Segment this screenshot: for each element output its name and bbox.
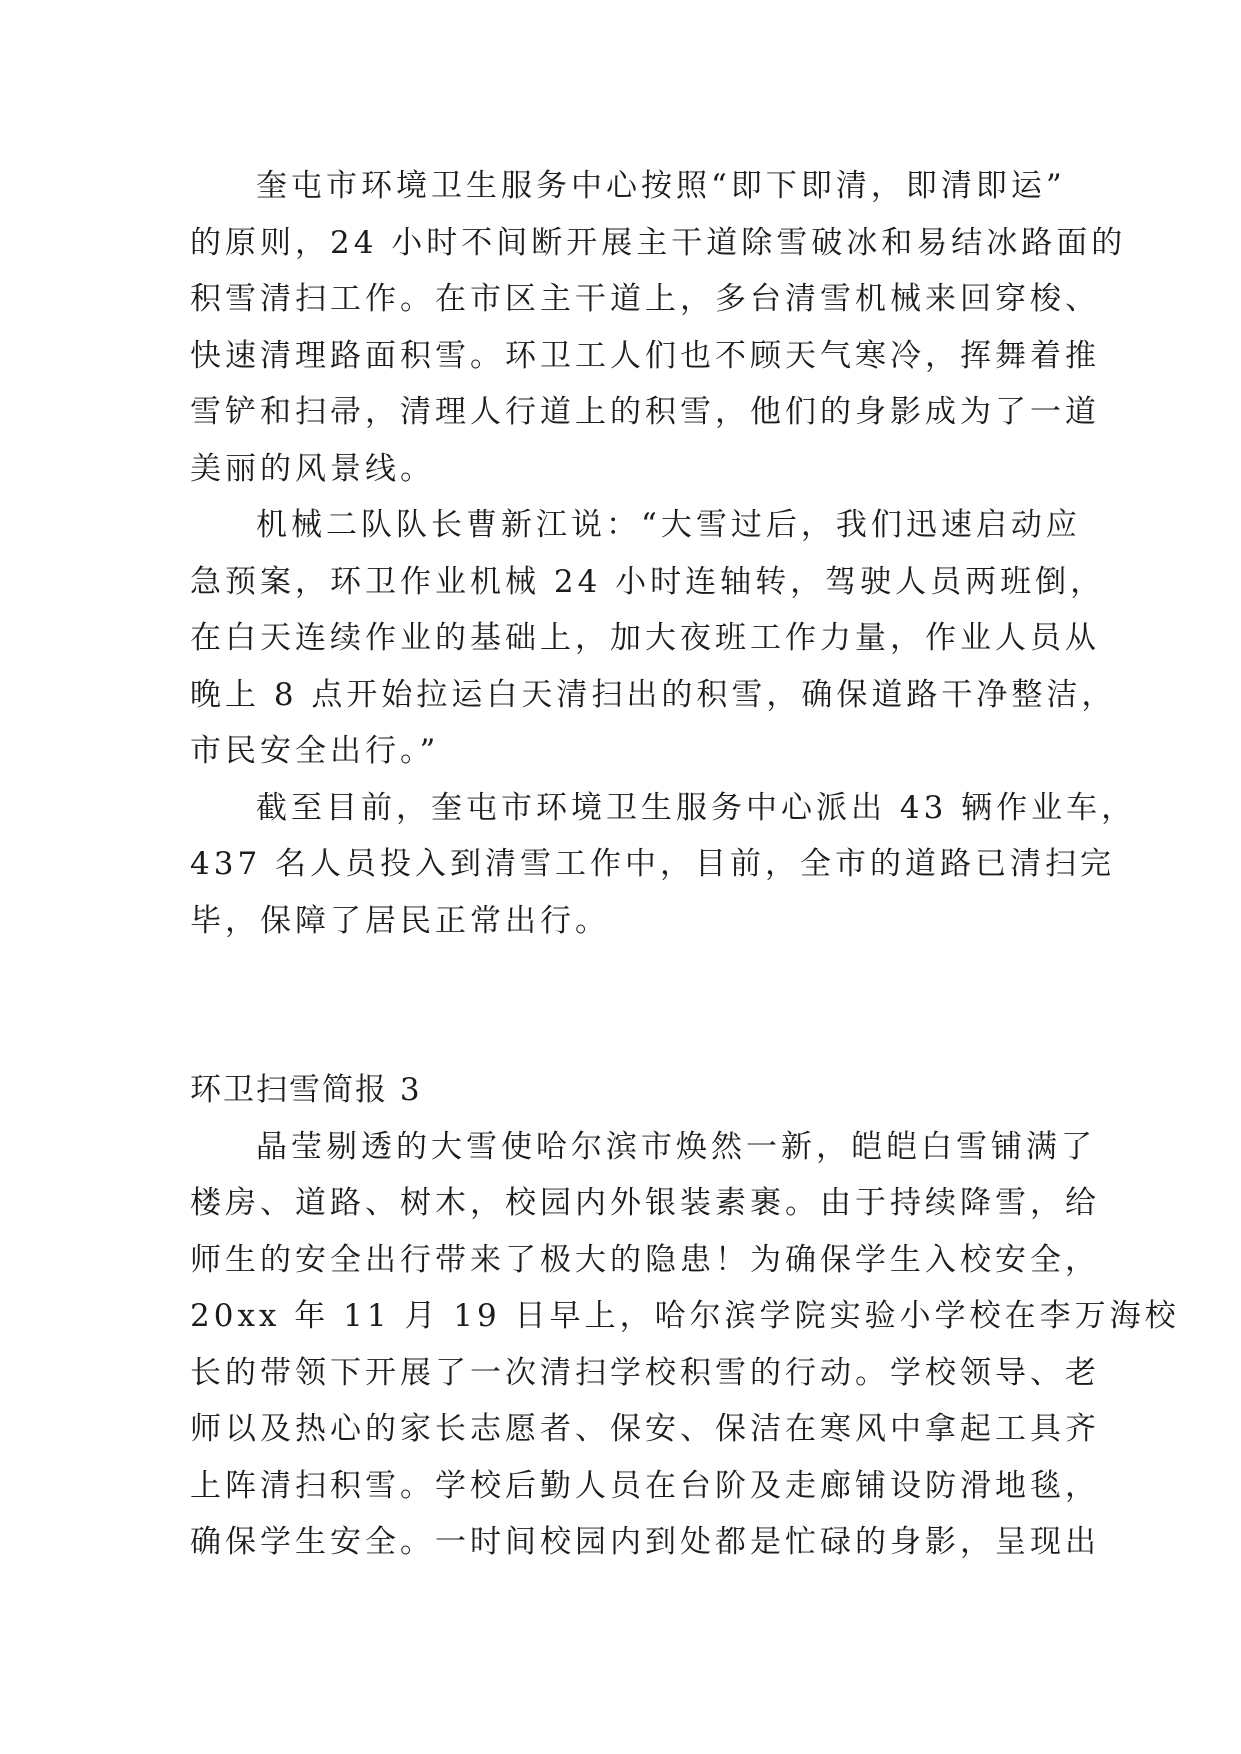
paragraph-line: 美丽的风景线。 [190,450,435,487]
paragraph-line: 晚上 8 点开始拉运白天清扫出的积雪，确保道路干净整洁， [190,676,1117,713]
paragraph-line: 晶莹剔透的大雪使哈尔滨市焕然一新，皑皑白雪铺满了 [256,1128,1096,1165]
paragraph-line: 上阵清扫积雪。学校后勤人员在台阶及走廊铺设防滑地毯， [190,1467,1100,1504]
paragraph-line: 20xx 年 11 月 19 日早上，哈尔滨学院实验小学校在李万海校 [190,1298,1180,1334]
paragraph-line: 毕，保障了居民正常出行。 [190,902,610,939]
paragraph [190,780,1137,950]
paragraph-line: 急预案，环卫作业机械 24 小时连轴转，驾驶人员两班倒， [190,563,1106,600]
paragraph-line: 积雪清扫工作。在市区主干道上，多台清雪机械来回穿梭、 [190,281,1100,317]
section-spacer [190,949,1060,1062]
paragraph [190,1119,1180,1571]
paragraph-line: 机械二队队长曹新江说：“大雪过后，我们迅速启动应 [256,507,1081,543]
paragraph [190,497,1117,780]
paragraph-line: 师生的安全出行带来了极大的隐患！为确保学生入校安全， [190,1241,1100,1278]
paragraph-line: 长的带领下开展了一次清扫学校积雪的行动。学校领导、老 [190,1354,1100,1391]
paragraph-line: 确保学生安全。一时间校园内到处都是忙碌的身影，呈现出 [190,1524,1100,1560]
paragraph-line: 437 名人员投入到清雪工作中，目前，全市的道路已清扫完 [190,846,1116,882]
document-body [190,158,1180,1571]
paragraph-line: 师以及热心的家长志愿者、保安、保洁在寒风中拿起工具齐 [190,1411,1100,1447]
paragraph-line: 市民安全出行。” [190,733,440,769]
paragraph-line: 雪铲和扫帚，清理人行道上的积雪，他们的身影成为了一道 [190,394,1100,430]
paragraph-line: 截至目前，奎屯市环境卫生服务中心派出 43 辆作业车， [256,789,1137,826]
paragraph [190,158,1127,497]
paragraph-line: 快速清理路面积雪。环卫工人们也不顾天气寒冷，挥舞着推 [190,337,1100,374]
paragraph-line: 奎屯市环境卫生服务中心按照“即下即清，即清即运” [256,168,1066,204]
paragraph-line: 在白天连续作业的基础上，加大夜班工作力量，作业人员从 [190,620,1100,656]
section-heading: 环卫扫雪简报 3 [190,1072,422,1108]
paragraph-line: 的原则，24 小时不间断开展主干道除雪破冰和易结冰路面的 [190,224,1127,261]
paragraph-line: 楼房、道路、树木，校园内外银装素裹。由于持续降雪，给 [190,1185,1100,1221]
